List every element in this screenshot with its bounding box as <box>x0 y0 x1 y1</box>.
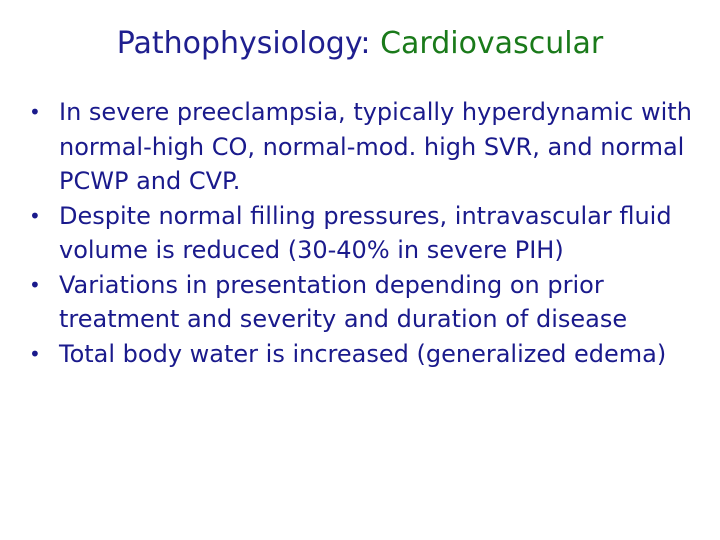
bullet-text: Total body water is increased (generalized edema) <box>59 339 667 368</box>
bullet-dot: • <box>29 272 41 297</box>
bullet-item <box>29 199 699 268</box>
title-main-text: Pathophysiology: <box>116 26 381 61</box>
bullet-item <box>29 95 699 199</box>
bullet-text: Despite normal filling pressures, intravascular fluid volume is reduced (30-40% in severe PIH) <box>59 201 672 264</box>
title-accent-text: Cardiovascular <box>380 26 604 61</box>
bullet-dot: • <box>29 100 41 124</box>
bullet-list <box>29 95 699 371</box>
slide-title <box>0 22 720 66</box>
bullet-item <box>29 337 699 372</box>
bullet-item <box>29 268 699 337</box>
bullet-text: In severe preeclampsia, typically hyperdynamic with normal-high CO, normal-mod. high SVR, and normal PCWP and CVP. <box>59 98 692 195</box>
bullet-dot: • <box>29 203 41 228</box>
bullet-dot: • <box>29 341 41 366</box>
bullet-text: Variations in presentation depending on prior treatment and severity and duration of disease <box>59 270 628 333</box>
